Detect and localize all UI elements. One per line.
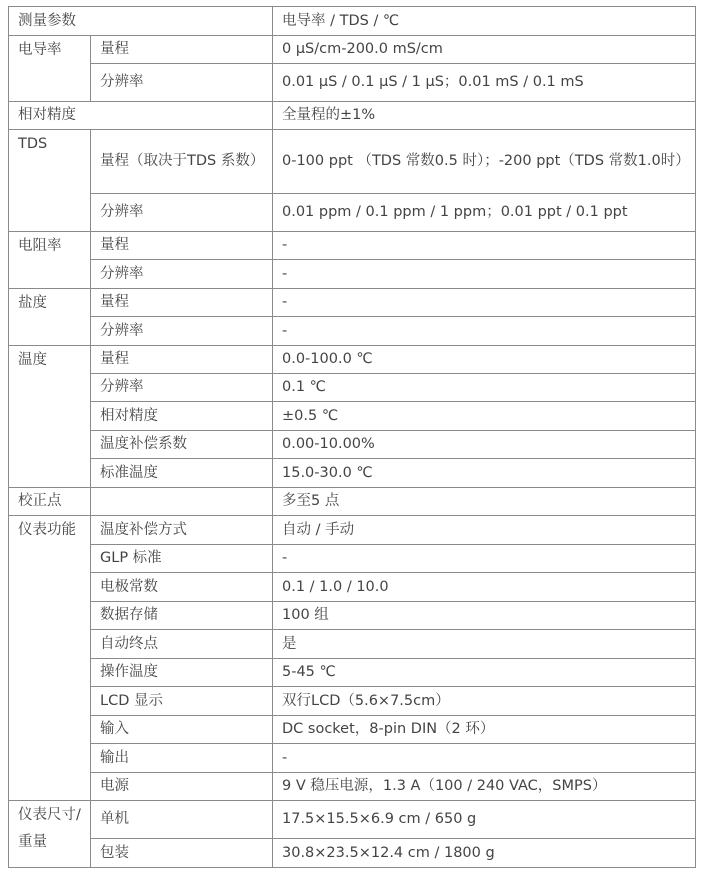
item-value: 0.01 ppm / 0.1 ppm / 1 ppm；0.01 ppt / 0.1 ppt: [273, 194, 696, 232]
spec-table: [8, 6, 696, 868]
item-label: 分辨率: [91, 374, 273, 402]
table-row: [9, 36, 696, 64]
table-row: [9, 488, 696, 516]
item-value: 自动 / 手动: [273, 516, 696, 545]
table-row: [9, 194, 696, 232]
table-row: [9, 7, 696, 36]
item-value: 5-45 ℃: [273, 659, 696, 687]
item-label: 量程: [91, 36, 273, 64]
table-row: [9, 716, 696, 744]
item-value: -: [273, 545, 696, 573]
table-row: [9, 773, 696, 801]
group-label: 校正点: [9, 488, 91, 516]
item-value: -: [273, 744, 696, 773]
item-value: 0.01 μS / 0.1 μS / 1 μS；0.01 mS / 0.1 mS: [273, 64, 696, 102]
table-row: [9, 102, 696, 130]
item-label: GLP 标准: [91, 545, 273, 573]
item-value: 0.1 / 1.0 / 10.0: [273, 573, 696, 602]
item-label: 量程: [91, 346, 273, 374]
item-label: 标准温度: [91, 459, 273, 488]
item-value: -: [273, 232, 696, 260]
item-value: ±0.5 ℃: [273, 402, 696, 431]
table-row: [9, 839, 696, 868]
table-row: [9, 687, 696, 716]
table-row: [9, 130, 696, 194]
group-label: 电导率: [9, 36, 91, 102]
table-row: [9, 516, 696, 545]
table-row: [9, 431, 696, 459]
item-value: 9 V 稳压电源，1.3 A（100 / 240 VAC，SMPS）: [273, 773, 696, 801]
item-label: 电源: [91, 773, 273, 801]
table-row: [9, 545, 696, 573]
table-row: [9, 232, 696, 260]
item-label: 分辨率: [91, 260, 273, 289]
item-value: -: [273, 260, 696, 289]
group-label: 仪表功能: [9, 516, 91, 801]
item-value: 0.0-100.0 ℃: [273, 346, 696, 374]
item-label: 量程（取决于TDS 系数）: [91, 130, 273, 194]
header-param-value: 电导率 / TDS / ℃: [273, 7, 696, 36]
group-label: 电阻率: [9, 232, 91, 289]
item-label: 相对精度: [91, 402, 273, 431]
item-label: 输出: [91, 744, 273, 773]
item-label: LCD 显示: [91, 687, 273, 716]
table-row: [9, 459, 696, 488]
group-label: 温度: [9, 346, 91, 488]
item-value: DC socket，8-pin DIN（2 环）: [273, 716, 696, 744]
table-row: [9, 801, 696, 839]
item-label: 单机: [91, 801, 273, 839]
group-label: TDS: [9, 130, 91, 232]
table-row: [9, 260, 696, 289]
item-value: -: [273, 289, 696, 317]
table-row: [9, 602, 696, 630]
item-value: 17.5×15.5×6.9 cm / 650 g: [273, 801, 696, 839]
item-value: 多至5 点: [273, 488, 696, 516]
table-row: [9, 289, 696, 317]
item-label: 包装: [91, 839, 273, 868]
table-row: [9, 402, 696, 431]
item-value: 100 组: [273, 602, 696, 630]
table-row: [9, 659, 696, 687]
item-value: -: [273, 317, 696, 346]
item-label: 量程: [91, 289, 273, 317]
group-label: 盐度: [9, 289, 91, 346]
group-label: 相对精度: [9, 102, 273, 130]
item-value: 全量程的±1%: [273, 102, 696, 130]
item-value: 15.0-30.0 ℃: [273, 459, 696, 488]
item-label: 分辨率: [91, 194, 273, 232]
item-label: [91, 488, 273, 516]
item-value: 0-100 ppt （TDS 常数0.5 时）；-200 ppt（TDS 常数1.0时）: [273, 130, 696, 194]
item-label: 分辨率: [91, 317, 273, 346]
item-value: 是: [273, 630, 696, 659]
item-value: 30.8×23.5×12.4 cm / 1800 g: [273, 839, 696, 868]
table-row: [9, 317, 696, 346]
item-label: 操作温度: [91, 659, 273, 687]
item-label: 温度补偿系数: [91, 431, 273, 459]
item-value: 0 μS/cm-200.0 mS/cm: [273, 36, 696, 64]
table-row: [9, 630, 696, 659]
group-label: 仪表尺寸/ 重量: [9, 801, 91, 868]
item-value: 双行LCD（5.6×7.5cm）: [273, 687, 696, 716]
item-label: 自动终点: [91, 630, 273, 659]
header-param-label: 测量参数: [9, 7, 273, 36]
table-row: [9, 744, 696, 773]
item-value: 0.1 ℃: [273, 374, 696, 402]
table-row: [9, 346, 696, 374]
item-label: 分辨率: [91, 64, 273, 102]
item-value: 0.00-10.00%: [273, 431, 696, 459]
item-label: 量程: [91, 232, 273, 260]
item-label: 输入: [91, 716, 273, 744]
table-row: [9, 374, 696, 402]
table-row: [9, 573, 696, 602]
item-label: 温度补偿方式: [91, 516, 273, 545]
item-label: 数据存储: [91, 602, 273, 630]
item-label: 电极常数: [91, 573, 273, 602]
table-row: [9, 64, 696, 102]
